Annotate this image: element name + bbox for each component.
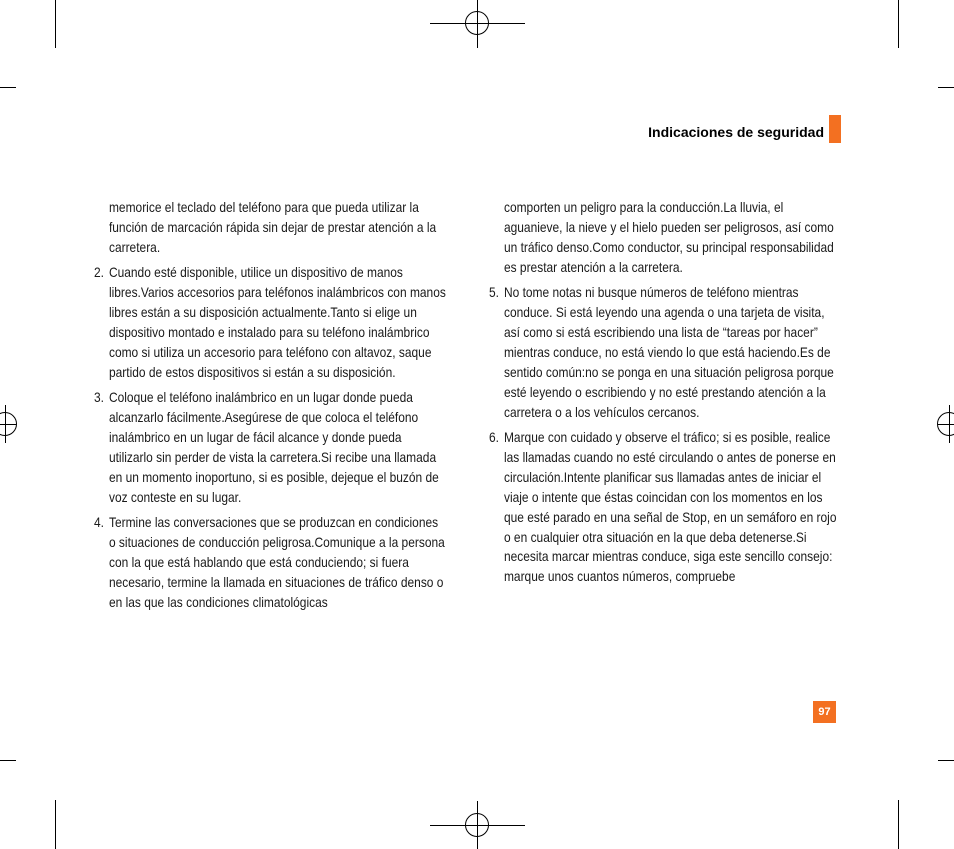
crop-mark (938, 87, 954, 88)
paragraph-text: Termine las conversaciones que se produzcan en condiciones o situaciones de conducción peligrosa.Comunique a la persona con la que está hablando que está conduciendo; si fuera necesario, termine la llamada en situaciones de tráfico denso o en las que las condiciones climatológicas (108, 515, 445, 610)
paragraph (94, 198, 446, 258)
paragraph-number: 4. (94, 515, 104, 531)
crop-mark (898, 0, 899, 48)
paragraph-text: Marque con cuidado y observe el tráfico; si es posible, realice las llamadas cuando no esté circulando o antes de ponerse en circulación.Intente planificar sus llamadas antes de iniciar el viaje o intente que éstas coincidan con los momentos en los que esté parado en una señal de Stop, en un semáforo en rojo o en cualquier otra situación en la que deba detenerse.Si necesita marcar mientras conduce, siga este sencillo consejo: marque unos cuantos números, compruebe (503, 429, 837, 585)
section-accent-bar (829, 115, 841, 143)
section-title: Indicaciones de seguridad (648, 124, 824, 140)
crop-mark (0, 760, 16, 761)
paragraph (489, 283, 837, 422)
crop-mark (55, 0, 56, 48)
paragraph (489, 198, 837, 278)
paragraph-text: Cuando esté disponible, utilice un dispositivo de manos libres.Varios accesorios para teléfonos inalámbricos con manos libres están a su disposición actualmente.Tanto si elige un dispositivo montado e instalado para su teléfono inalámbrico como si utiliza un accesorio para teléfono con altavoz, saque partido de estos dispositivos si están a su disposición. (108, 265, 446, 380)
paragraph-number: 6. (489, 429, 499, 445)
crop-mark (55, 800, 56, 849)
left-column (94, 198, 446, 618)
paragraph-text: comporten un peligro para la conducción.La lluvia, el aguanieve, la nieve y el hielo pueden ser peligrosos, así como un tráfico denso.Como conductor, su principal responsabilidad es prestar atención a la carretera. (503, 200, 834, 275)
paragraph-text: memorice el teclado del teléfono para que pueda utilizar la función de marcación rápida sin dejar de prestar atención a la carretera. (108, 200, 437, 255)
crop-mark (898, 800, 899, 849)
paragraph-text: Coloque el teléfono inalámbrico en un lugar donde pueda alcanzarlo fácilmente.Asegúrese de que coloca el teléfono inalámbrico en un lugar de fácil alcance y donde pueda utilizarlo sin perder de vista la carretera.Si recibe una llamada en un momento inoportuno, si es posible, dejeque el buzón de voz conteste en su lugar. (108, 390, 439, 505)
paragraph (489, 428, 837, 587)
paragraph (94, 263, 446, 382)
right-column (489, 198, 837, 593)
paragraph (94, 513, 446, 613)
crop-mark (938, 760, 954, 761)
paragraph-number: 5. (489, 285, 499, 301)
paragraph-number: 2. (94, 265, 104, 281)
crop-mark (0, 87, 16, 88)
page-number: 97 (813, 701, 836, 723)
paragraph-number: 3. (94, 390, 104, 406)
paragraph-text: No tome notas ni busque números de teléfono mientras conduce. Si está leyendo una agenda o una tarjeta de visita, así como si está escribiendo una lista de “tareas por hacer” mientras conduce, no está viendo lo que está haciendo.Es de sentido común:no se ponga en una situación peligrosa porque esté leyendo o escribiendo y no esté prestando atención a la carretera o a los vehículos cercanos. (503, 285, 834, 420)
paragraph (94, 388, 446, 507)
